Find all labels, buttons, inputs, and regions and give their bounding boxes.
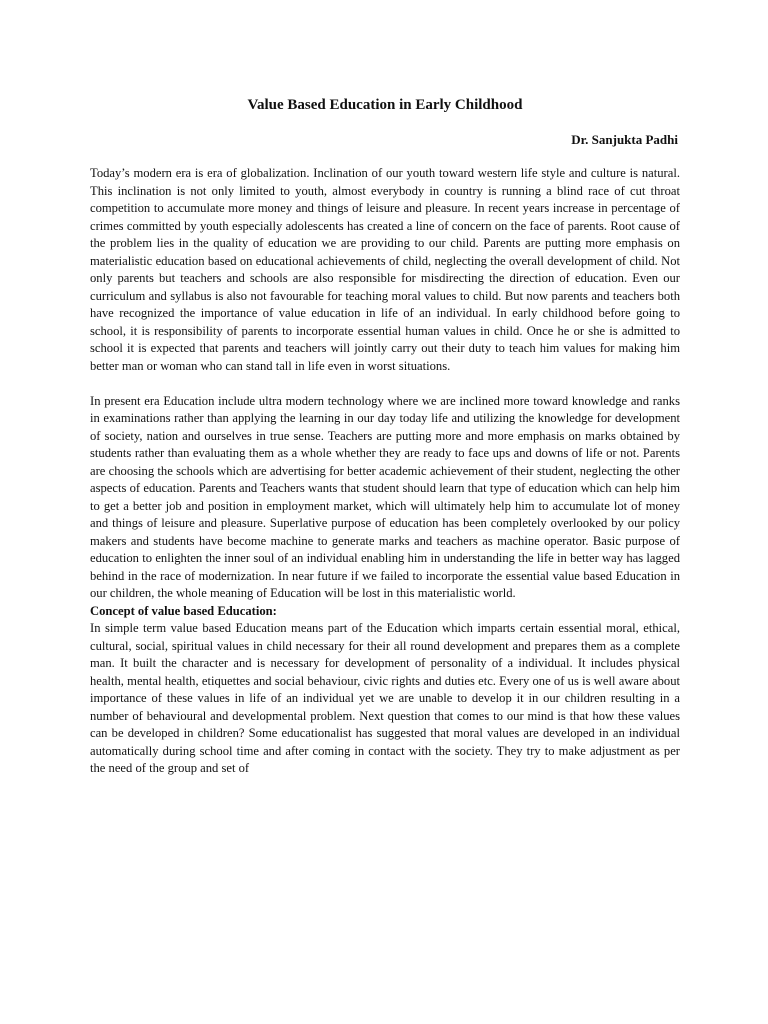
author-name: Dr. Sanjukta Padhi <box>571 132 678 147</box>
document-title: Value Based Education in Early Childhood <box>247 97 523 113</box>
body-paragraph-2: In present era Education include ultra modern technology where we are inclined more toward knowledge and ranks in examinations rather than applying the learning in our day today life and utilizing the knowledge for development of society, nation and ourselves in true sense. Teachers are putting more and more emphasis on marks obtained by students rather than evaluating them as a whole whether they are ready to face ups and downs of life or not. Parents are choosing the schools which are advertising for better academic achievement of their student, neglecting the other aspects of education. Parents and Teachers wants that student should learn that type of education which can help him to get a better job and position in employment market, which will ultimately help him to accumulate lot of money and things of leisure and pleasure. Superlative purpose of education has been completely overlooked by our policy makers and students have become machine to generate marks and teachers as machine operator. Basic purpose of education to enlighten the inner soul of an individual enabling him in understanding the life in better way has lagged behind in the race of modernization. In near future if we failed to incorporate the essential value based Education in our children, the whole meaning of Education will be lost in this materialistic world. <box>90 393 680 600</box>
body-paragraph-1: Today’s modern era is era of globalization. Inclination of our youth toward western life style and culture is natural. This inclination is not only limited to youth, almost everybody in country is running a blind race of cut throat competition to accumulate more money and things of leisure and pleasure. In recent years increase in percentage of crimes committed by youth especially adolescents has created a line of concern on the face of parents. Root cause of the problem lies in the quality of education we are providing to our child. Parents are putting more emphasis on materialistic education based on educational achievements of child, neglecting the overall development of child. Not only parents but teachers and schools are also responsible for misdirecting the direction of education. Even our curriculum and syllabus is also not favourable for teaching moral values to child. But now parents and teachers both have recognized the importance of value education in life of an individual. In early childhood before going to school, it is responsibility of parents to incorporate essential human values in child. Once he or she is admitted to school it is expected that parents and teachers will jointly carry out their duty to teach him values for making him better man or woman who can stand tall in life even in worst situations. <box>90 166 680 373</box>
body-paragraph-3: In simple term value based Education means part of the Education which imparts certain essential moral, ethical, cultural, social, spiritual values in child necessary for their all round development and prepares them as a complete man. It built the character and is necessary for development of personality of a individual. It includes physical health, mental health, etiquettes and social behaviour, civic rights and duties etc. Every one of us is well aware about importance of these values in life of an individual yet we are unable to develop it in our children resulting in a number of behavioural and developmental problem. Next question that comes to our mind is that how these values can be developed in children? Some educationalist has suggested that moral values are developed in an individual automatically during school time and after coming in contact with the society. They try to make adjustment as per the need of the group and set of <box>90 621 680 775</box>
section-heading: Concept of value based Education: <box>90 603 277 618</box>
